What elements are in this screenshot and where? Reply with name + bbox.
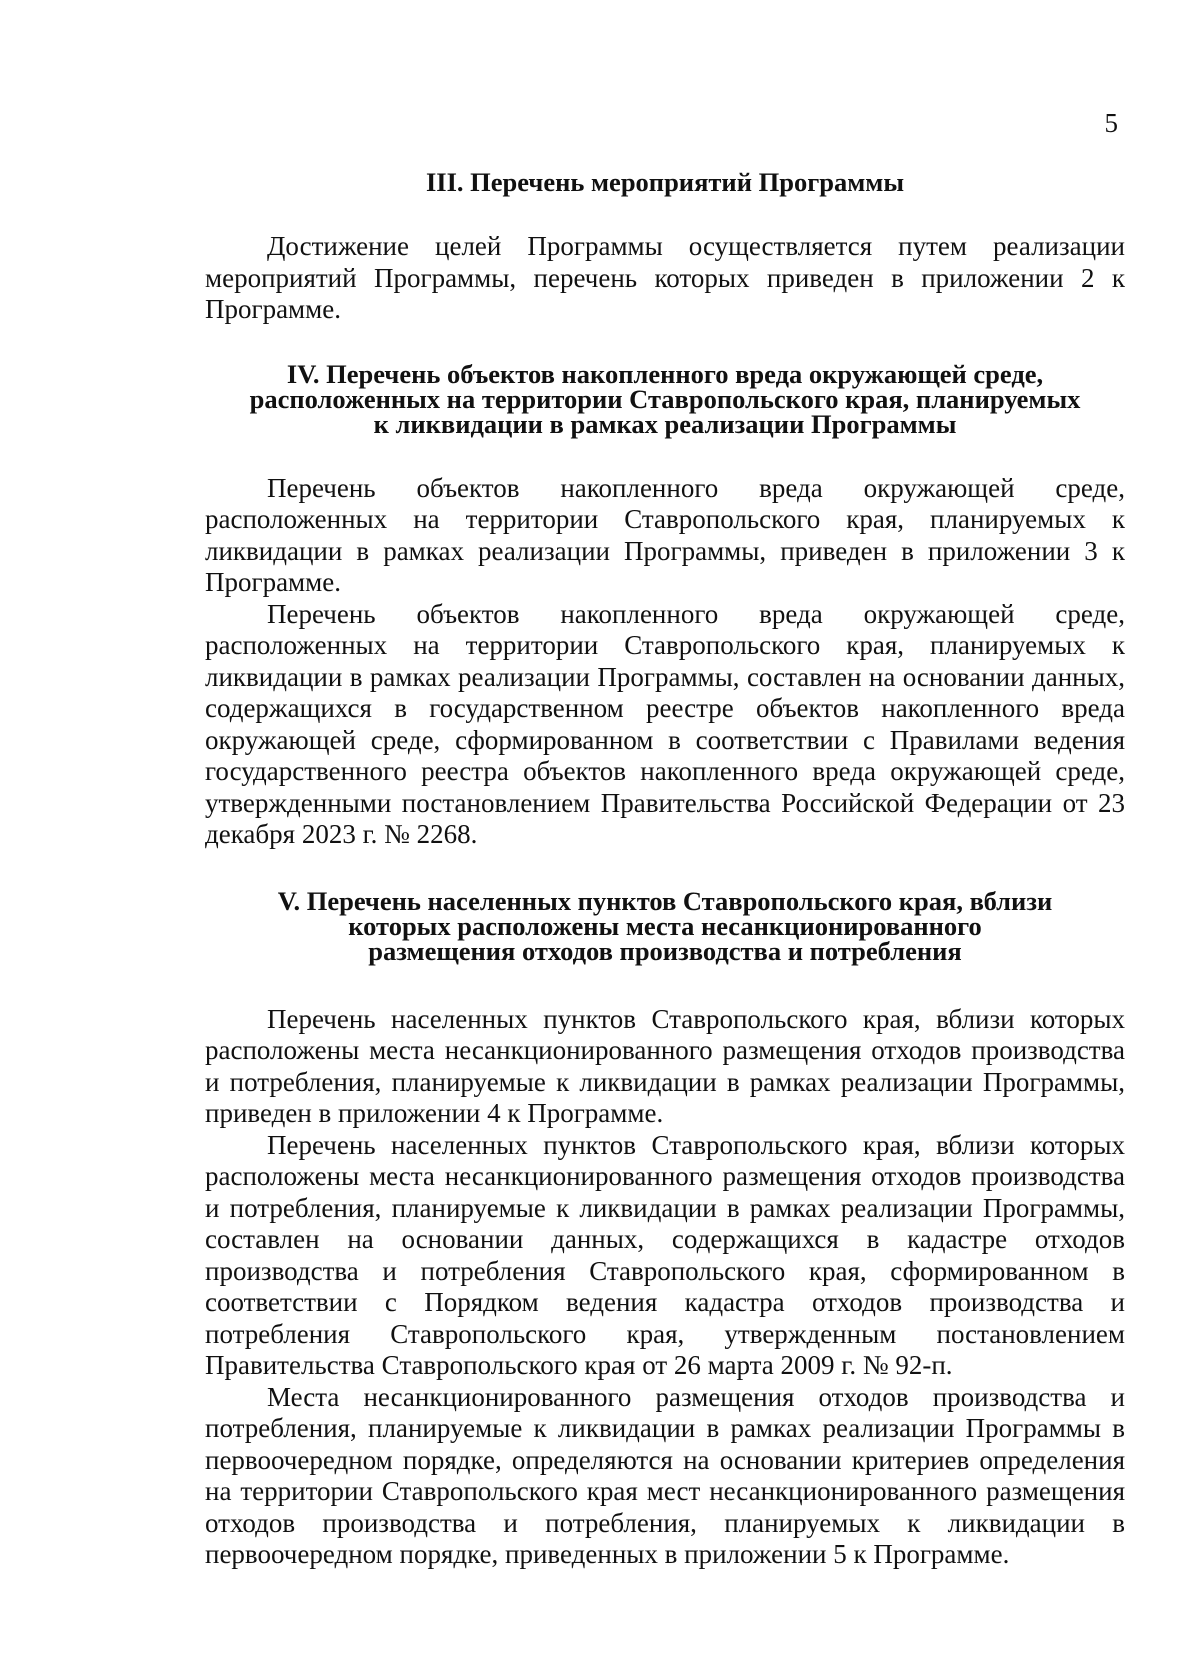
section-5-paragraph-2: Перечень населенных пунктов Ставропольского края, вблизи которых расположены места несанкционированного размещения отходов производства и потребления, планируемые к ликвидации в рамках реализации Программы, составлен на основании данных, содержащихся в кадастре отходов производства и потребления Ставропольского края, сформированном в соответствии с Порядком ведения кадастра отходов производства и потребления Ставропольского края, утвержденным постановлением Правительства Ставропольского края от 26 марта 2009 г. № 92-п. [205, 1129, 1125, 1380]
section-4-heading-line-1: IV. Перечень объектов накопленного вреда окружающей среде, [286, 358, 1044, 389]
section-4-paragraph-1: Перечень объектов накопленного вреда окружающей среде, расположенных на территории Ставропольского края, планируемых к ликвидации в рамках реализации Программы, приведен в приложении 3 к Программе. [205, 472, 1125, 597]
section-5-heading [205, 885, 1125, 966]
page-number: 5 [1104, 108, 1118, 138]
section-4-heading-line-3: к ликвидации в рамках реализации Программы [373, 408, 957, 439]
section-5-heading-line-3: размещения отходов производства и потребления [368, 935, 962, 966]
section-5-heading-line-1: V. Перечень населенных пунктов Ставропольского края, вблизи [277, 885, 1053, 916]
section-4-paragraph-2: Перечень объектов накопленного вреда окружающей среде, расположенных на территории Ставропольского края, планируемых к ликвидации в рамках реализации Программы, составлен на основании данных, содержащихся в государственном реестре объектов накопленного вреда окружающей среде, сформированном в соответствии с Правилами ведения государственного реестра объектов накопленного вреда окружающей среде, утвержденными постановлением Правительства Российской Федерации от 23 декабря 2023 г. № 2268. [205, 598, 1125, 849]
section-4-heading [205, 358, 1125, 439]
section-3-heading [205, 167, 1125, 197]
section-5-heading-line-2: которых расположены места несанкционированного [348, 910, 982, 941]
section-4-heading-line-2: расположенных на территории Ставропольского края, планируемых [249, 383, 1081, 414]
section-3-paragraph-1: Достижение целей Программы осуществляется путем реализации мероприятий Программы, перечень которых приведен в приложении 2 к Программе. [205, 231, 1125, 324]
document-body [205, 167, 1125, 1571]
section-5-paragraph-3: Места несанкционированного размещения отходов производства и потребления, планируемые к ликвидации в рамках реализации Программы в первоочередном порядке, определяются на основании критериев определения на территории Ставропольского края мест несанкционированного размещения отходов производства и потребления, планируемых к ликвидации в первоочередном порядке, приведенных в приложении 5 к Программе. [205, 1381, 1125, 1569]
section-5-paragraph-1: Перечень населенных пунктов Ставропольского края, вблизи которых расположены места несанкционированного размещения отходов производства и потребления, планируемые к ликвидации в рамках реализации Программы, приведен в приложении 4 к Программе. [205, 1003, 1125, 1128]
section-3-heading-line: III. Перечень мероприятий Программы [425, 167, 905, 197]
